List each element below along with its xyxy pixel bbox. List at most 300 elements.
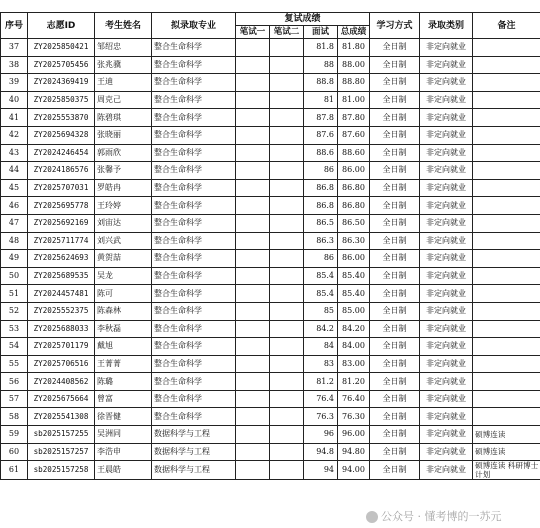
cell-written2 [270, 390, 304, 408]
cell-written2 [270, 144, 304, 162]
cell-total: 84.00 [338, 338, 370, 356]
cell-admission-type: 非定向就业 [420, 179, 473, 197]
cell-interview: 88 [304, 56, 338, 74]
cell-total: 85.40 [338, 267, 370, 285]
cell-study-mode: 全日制 [370, 390, 420, 408]
cell-app-id: sb2025157255 [28, 426, 95, 444]
cell-app-id: ZY2025706516 [28, 355, 95, 373]
cell-admission-type: 非定向就业 [420, 320, 473, 338]
cell-written1 [236, 144, 270, 162]
cell-study-mode: 全日制 [370, 408, 420, 426]
cell-seq: 40 [1, 91, 28, 109]
cell-written1 [236, 408, 270, 426]
cell-written1 [236, 109, 270, 127]
cell-major: 整合生命科学 [152, 74, 236, 92]
cell-interview: 81 [304, 91, 338, 109]
cell-written1 [236, 267, 270, 285]
cell-seq: 45 [1, 179, 28, 197]
table-row [1, 109, 540, 127]
watermark [366, 508, 502, 524]
cell-major: 整合生命科学 [152, 408, 236, 426]
cell-seq: 38 [1, 56, 28, 74]
cell-total: 86.30 [338, 232, 370, 250]
wechat-icon [366, 511, 378, 523]
cell-app-id: ZY2025701179 [28, 338, 95, 356]
cell-admission-type: 非定向就业 [420, 355, 473, 373]
cell-study-mode: 全日制 [370, 355, 420, 373]
cell-total: 87.60 [338, 126, 370, 144]
cell-name: 吴洲同 [95, 426, 152, 444]
header-name: 考生姓名 [95, 13, 152, 39]
cell-interview: 94 [304, 461, 338, 480]
cell-seq: 47 [1, 214, 28, 232]
cell-written2 [270, 443, 304, 461]
cell-name: 张晓丽 [95, 126, 152, 144]
cell-study-mode: 全日制 [370, 39, 420, 57]
cell-major: 整合生命科学 [152, 355, 236, 373]
cell-remarks [473, 214, 540, 232]
cell-major: 整合生命科学 [152, 162, 236, 180]
cell-study-mode: 全日制 [370, 214, 420, 232]
header-major: 拟录取专业 [152, 13, 236, 39]
cell-remarks [473, 302, 540, 320]
cell-total: 86.80 [338, 197, 370, 215]
table-row [1, 355, 540, 373]
cell-total: 85.00 [338, 302, 370, 320]
cell-remarks [473, 250, 540, 268]
cell-written2 [270, 126, 304, 144]
cell-interview: 86 [304, 250, 338, 268]
cell-app-id: ZY2025695778 [28, 197, 95, 215]
cell-study-mode: 全日制 [370, 162, 420, 180]
cell-admission-type: 非定向就业 [420, 39, 473, 57]
admission-table [0, 12, 540, 480]
table-row [1, 302, 540, 320]
cell-seq: 48 [1, 232, 28, 250]
cell-interview: 86.8 [304, 179, 338, 197]
cell-major: 整合生命科学 [152, 56, 236, 74]
cell-admission-type: 非定向就业 [420, 461, 473, 480]
cell-name: 王菁菁 [95, 355, 152, 373]
cell-name: 李浩申 [95, 443, 152, 461]
cell-interview: 81.8 [304, 39, 338, 57]
cell-remarks [473, 285, 540, 303]
cell-written2 [270, 338, 304, 356]
cell-total: 94.80 [338, 443, 370, 461]
cell-seq: 53 [1, 320, 28, 338]
cell-name: 郭雨欣 [95, 144, 152, 162]
cell-written2 [270, 250, 304, 268]
cell-written2 [270, 91, 304, 109]
cell-admission-type: 非定向就业 [420, 338, 473, 356]
table-header [1, 13, 540, 39]
cell-admission-type: 非定向就业 [420, 390, 473, 408]
cell-name: 王迪 [95, 74, 152, 92]
cell-written2 [270, 56, 304, 74]
cell-name: 王玲婷 [95, 197, 152, 215]
cell-major: 整合生命科学 [152, 39, 236, 57]
cell-total: 81.00 [338, 91, 370, 109]
cell-written2 [270, 302, 304, 320]
cell-written1 [236, 197, 270, 215]
cell-name: 张兆骥 [95, 56, 152, 74]
cell-written2 [270, 461, 304, 480]
cell-remarks [473, 338, 540, 356]
cell-study-mode: 全日制 [370, 443, 420, 461]
cell-total: 88.80 [338, 74, 370, 92]
cell-total: 86.50 [338, 214, 370, 232]
cell-remarks [473, 232, 540, 250]
header-retest: 复试成绩 [236, 13, 370, 26]
cell-written1 [236, 56, 270, 74]
cell-remarks [473, 390, 540, 408]
table-row [1, 320, 540, 338]
cell-remarks [473, 162, 540, 180]
cell-written2 [270, 373, 304, 391]
table-body [1, 39, 540, 480]
cell-seq: 39 [1, 74, 28, 92]
table-row [1, 197, 540, 215]
cell-major: 整合生命科学 [152, 320, 236, 338]
cell-interview: 88.6 [304, 144, 338, 162]
cell-admission-type: 非定向就业 [420, 302, 473, 320]
cell-admission-type: 非定向就业 [420, 443, 473, 461]
cell-written2 [270, 162, 304, 180]
cell-study-mode: 全日制 [370, 109, 420, 127]
cell-written2 [270, 320, 304, 338]
cell-app-id: sb2025157257 [28, 443, 95, 461]
cell-interview: 86.8 [304, 197, 338, 215]
header-total: 总成绩 [338, 26, 370, 39]
cell-study-mode: 全日制 [370, 320, 420, 338]
cell-total: 83.00 [338, 355, 370, 373]
cell-app-id: ZY2025850421 [28, 39, 95, 57]
cell-seq: 55 [1, 355, 28, 373]
cell-admission-type: 非定向就业 [420, 214, 473, 232]
cell-interview: 87.6 [304, 126, 338, 144]
cell-written1 [236, 443, 270, 461]
cell-major: 整合生命科学 [152, 109, 236, 127]
cell-name: 刘兴武 [95, 232, 152, 250]
cell-app-id: ZY2025692169 [28, 214, 95, 232]
cell-total: 94.00 [338, 461, 370, 480]
table-row [1, 408, 540, 426]
cell-written1 [236, 232, 270, 250]
watermark-text: 公众号 · 懂考博的一苏元 [381, 510, 502, 523]
cell-written1 [236, 426, 270, 444]
cell-remarks [473, 320, 540, 338]
cell-app-id: ZY2024246454 [28, 144, 95, 162]
cell-seq: 58 [1, 408, 28, 426]
cell-interview: 86.5 [304, 214, 338, 232]
cell-name: 黄贺喆 [95, 250, 152, 268]
cell-written1 [236, 179, 270, 197]
cell-major: 整合生命科学 [152, 338, 236, 356]
cell-app-id: ZY2025688033 [28, 320, 95, 338]
cell-admission-type: 非定向就业 [420, 197, 473, 215]
cell-total: 76.40 [338, 390, 370, 408]
cell-admission-type: 非定向就业 [420, 373, 473, 391]
cell-interview: 83 [304, 355, 338, 373]
cell-name: 陈碧琪 [95, 109, 152, 127]
cell-remarks [473, 267, 540, 285]
cell-major: 整合生命科学 [152, 232, 236, 250]
table-row [1, 390, 540, 408]
table-row [1, 39, 540, 57]
cell-study-mode: 全日制 [370, 91, 420, 109]
cell-study-mode: 全日制 [370, 250, 420, 268]
cell-interview: 76.4 [304, 390, 338, 408]
cell-admission-type: 非定向就业 [420, 91, 473, 109]
cell-admission-type: 非定向就业 [420, 144, 473, 162]
cell-major: 整合生命科学 [152, 302, 236, 320]
cell-study-mode: 全日制 [370, 197, 420, 215]
cell-seq: 59 [1, 426, 28, 444]
cell-major: 数据科学与工程 [152, 443, 236, 461]
cell-study-mode: 全日制 [370, 267, 420, 285]
header-app-id: 志愿ID [28, 13, 95, 39]
table-row [1, 443, 540, 461]
cell-name: 李秋磊 [95, 320, 152, 338]
cell-written2 [270, 355, 304, 373]
cell-admission-type: 非定向就业 [420, 74, 473, 92]
cell-written2 [270, 109, 304, 127]
cell-written1 [236, 250, 270, 268]
cell-remarks [473, 74, 540, 92]
table-row [1, 91, 540, 109]
cell-written2 [270, 267, 304, 285]
cell-seq: 42 [1, 126, 28, 144]
cell-total: 86.00 [338, 162, 370, 180]
cell-major: 数据科学与工程 [152, 426, 236, 444]
cell-seq: 43 [1, 144, 28, 162]
cell-seq: 41 [1, 109, 28, 127]
cell-app-id: sb2025157258 [28, 461, 95, 480]
cell-total: 84.20 [338, 320, 370, 338]
cell-remarks [473, 408, 540, 426]
cell-admission-type: 非定向就业 [420, 285, 473, 303]
cell-total: 86.00 [338, 250, 370, 268]
table-row [1, 126, 540, 144]
cell-seq: 57 [1, 390, 28, 408]
cell-total: 88.60 [338, 144, 370, 162]
cell-interview: 84 [304, 338, 338, 356]
cell-app-id: ZY2025705456 [28, 56, 95, 74]
header-interview: 面试 [304, 26, 338, 39]
cell-written2 [270, 285, 304, 303]
cell-total: 81.80 [338, 39, 370, 57]
cell-total: 87.80 [338, 109, 370, 127]
table-row [1, 461, 540, 480]
cell-app-id: ZY2025707031 [28, 179, 95, 197]
cell-written1 [236, 214, 270, 232]
cell-app-id: ZY2024457481 [28, 285, 95, 303]
cell-interview: 81.2 [304, 373, 338, 391]
cell-name: 曾富 [95, 390, 152, 408]
table-row [1, 144, 540, 162]
cell-major: 整合生命科学 [152, 250, 236, 268]
cell-interview: 87.8 [304, 109, 338, 127]
cell-seq: 61 [1, 461, 28, 480]
cell-interview: 94.8 [304, 443, 338, 461]
table-row [1, 56, 540, 74]
cell-app-id: ZY2025711774 [28, 232, 95, 250]
cell-seq: 60 [1, 443, 28, 461]
cell-major: 整合生命科学 [152, 390, 236, 408]
table-row [1, 338, 540, 356]
cell-written1 [236, 285, 270, 303]
table-row [1, 250, 540, 268]
cell-interview: 85 [304, 302, 338, 320]
cell-seq: 56 [1, 373, 28, 391]
table-row [1, 426, 540, 444]
cell-written2 [270, 197, 304, 215]
cell-interview: 76.3 [304, 408, 338, 426]
cell-name: 张馨予 [95, 162, 152, 180]
cell-app-id: ZY2025541308 [28, 408, 95, 426]
cell-major: 整合生命科学 [152, 126, 236, 144]
header-admission-type: 录取类别 [420, 13, 473, 39]
cell-remarks: 硕博连读 科研博士计划 [473, 461, 540, 480]
cell-seq: 46 [1, 197, 28, 215]
cell-remarks [473, 355, 540, 373]
cell-major: 整合生命科学 [152, 267, 236, 285]
cell-seq: 54 [1, 338, 28, 356]
table-row [1, 162, 540, 180]
cell-admission-type: 非定向就业 [420, 56, 473, 74]
cell-app-id: ZY2025689535 [28, 267, 95, 285]
cell-app-id: ZY2025624693 [28, 250, 95, 268]
cell-major: 数据科学与工程 [152, 461, 236, 480]
cell-app-id: ZY2025552375 [28, 302, 95, 320]
cell-interview: 85.4 [304, 285, 338, 303]
cell-admission-type: 非定向就业 [420, 126, 473, 144]
table-row [1, 214, 540, 232]
cell-remarks [473, 126, 540, 144]
cell-interview: 86 [304, 162, 338, 180]
cell-written1 [236, 39, 270, 57]
cell-study-mode: 全日制 [370, 179, 420, 197]
cell-app-id: ZY2025850375 [28, 91, 95, 109]
cell-name: 戴旭 [95, 338, 152, 356]
cell-study-mode: 全日制 [370, 338, 420, 356]
cell-name: 吴龙 [95, 267, 152, 285]
cell-seq: 49 [1, 250, 28, 268]
header-seq: 序号 [1, 13, 28, 39]
cell-remarks [473, 91, 540, 109]
cell-total: 85.40 [338, 285, 370, 303]
cell-remarks [473, 144, 540, 162]
cell-written2 [270, 179, 304, 197]
cell-major: 整合生命科学 [152, 373, 236, 391]
cell-total: 76.30 [338, 408, 370, 426]
table-row [1, 267, 540, 285]
cell-study-mode: 全日制 [370, 373, 420, 391]
cell-major: 整合生命科学 [152, 197, 236, 215]
cell-app-id: ZY2025553870 [28, 109, 95, 127]
header-remarks: 备注 [473, 13, 540, 39]
table-row [1, 373, 540, 391]
cell-remarks [473, 109, 540, 127]
cell-admission-type: 非定向就业 [420, 426, 473, 444]
cell-written1 [236, 373, 270, 391]
cell-major: 整合生命科学 [152, 91, 236, 109]
cell-interview: 84.2 [304, 320, 338, 338]
table-row [1, 74, 540, 92]
cell-admission-type: 非定向就业 [420, 267, 473, 285]
cell-name: 罗皓冉 [95, 179, 152, 197]
cell-seq: 37 [1, 39, 28, 57]
cell-study-mode: 全日制 [370, 285, 420, 303]
cell-remarks [473, 197, 540, 215]
cell-admission-type: 非定向就业 [420, 162, 473, 180]
cell-written2 [270, 214, 304, 232]
cell-remarks: 硕博连读 [473, 426, 540, 444]
cell-written1 [236, 74, 270, 92]
table-row [1, 285, 540, 303]
cell-total: 81.20 [338, 373, 370, 391]
cell-name: 王晨皓 [95, 461, 152, 480]
cell-seq: 50 [1, 267, 28, 285]
cell-total: 88.00 [338, 56, 370, 74]
cell-app-id: ZY2025694328 [28, 126, 95, 144]
cell-major: 整合生命科学 [152, 144, 236, 162]
cell-written1 [236, 461, 270, 480]
cell-study-mode: 全日制 [370, 426, 420, 444]
cell-study-mode: 全日制 [370, 144, 420, 162]
cell-total: 96.00 [338, 426, 370, 444]
cell-written1 [236, 390, 270, 408]
cell-written2 [270, 232, 304, 250]
header-written2: 笔试二 [270, 26, 304, 39]
cell-written1 [236, 91, 270, 109]
header-written1: 笔试一 [236, 26, 270, 39]
cell-written2 [270, 39, 304, 57]
cell-written2 [270, 74, 304, 92]
cell-remarks [473, 373, 540, 391]
cell-remarks [473, 39, 540, 57]
cell-written1 [236, 355, 270, 373]
cell-major: 整合生命科学 [152, 179, 236, 197]
cell-interview: 96 [304, 426, 338, 444]
cell-name: 刘宙达 [95, 214, 152, 232]
cell-app-id: ZY2024408562 [28, 373, 95, 391]
cell-interview: 88.8 [304, 74, 338, 92]
cell-seq: 51 [1, 285, 28, 303]
cell-interview: 85.4 [304, 267, 338, 285]
cell-admission-type: 非定向就业 [420, 232, 473, 250]
cell-name: 周克己 [95, 91, 152, 109]
header-study-mode: 学习方式 [370, 13, 420, 39]
cell-admission-type: 非定向就业 [420, 408, 473, 426]
cell-remarks [473, 179, 540, 197]
cell-study-mode: 全日制 [370, 56, 420, 74]
cell-written1 [236, 320, 270, 338]
cell-name: 陈森林 [95, 302, 152, 320]
cell-name: 徐晋健 [95, 408, 152, 426]
cell-seq: 52 [1, 302, 28, 320]
cell-interview: 86.3 [304, 232, 338, 250]
cell-written1 [236, 162, 270, 180]
cell-written2 [270, 426, 304, 444]
cell-study-mode: 全日制 [370, 461, 420, 480]
cell-study-mode: 全日制 [370, 302, 420, 320]
cell-name: 陈可 [95, 285, 152, 303]
cell-study-mode: 全日制 [370, 232, 420, 250]
cell-remarks [473, 56, 540, 74]
cell-written1 [236, 302, 270, 320]
cell-name: 邹绍忠 [95, 39, 152, 57]
